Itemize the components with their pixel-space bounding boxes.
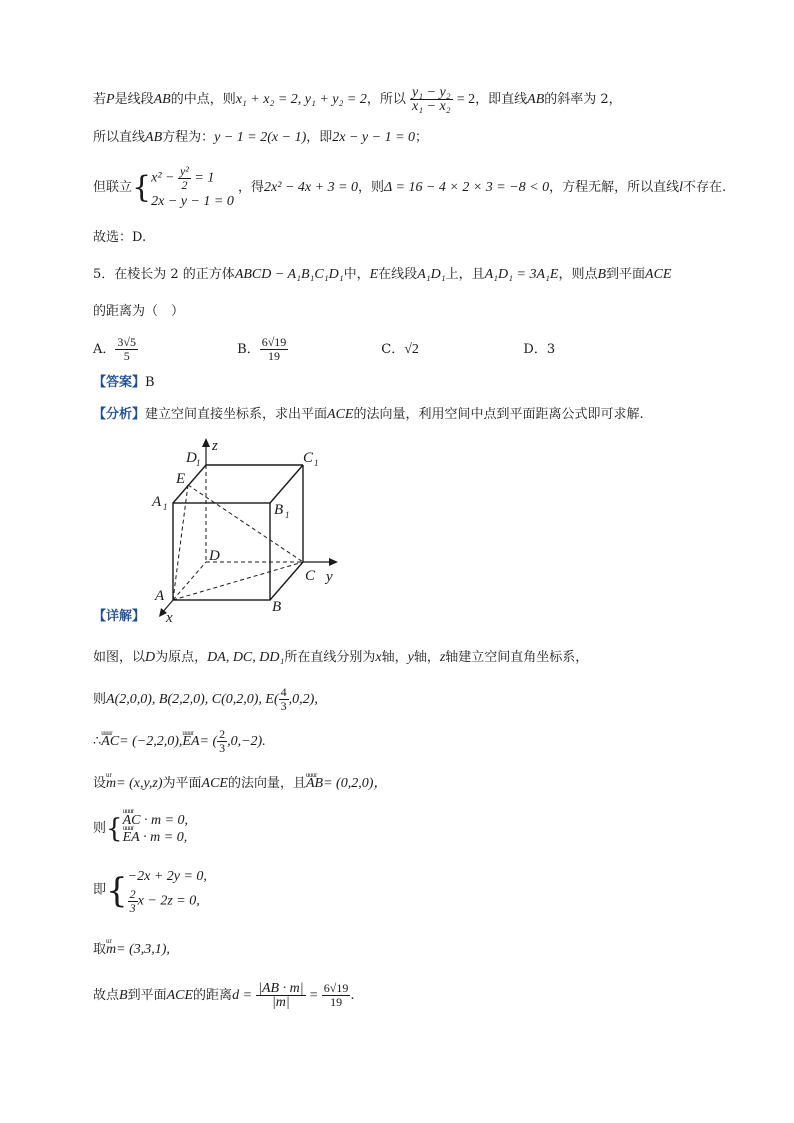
detail-line-3: ∴uuur AC= (−2,2,0),uuur EA= ( $\frac{2}{3}$ ,0,−2). — [93, 728, 266, 755]
svg-text:1: 1 — [285, 510, 290, 520]
detail-line-5: 则{ uuur AC · m = 0, uuur EA · m = 0, — [93, 812, 188, 846]
label-e: E — [176, 471, 186, 487]
question-5: 5．在棱长为 2 的正方体ABCD − A₁B₁C₁D₁中，E在线段A₁D₁上，且A₁D₁ = 3A₁E，则点B到平面ACE — [93, 267, 672, 282]
label-y: y — [326, 569, 333, 585]
question-5-cont: 的距离为（ ） — [93, 304, 185, 319]
label-a: A — [155, 588, 165, 604]
slope-fraction: $\frac{\text{y₁ − y₂}}{\text{x₁ − x₂}}$ — [412, 85, 451, 114]
text-line-4: 故选：D. — [93, 230, 147, 245]
detail-line-6: 即{ −2x + 2y = 0, $\frac{2}{3}$ x − 2z = 0, — [93, 869, 207, 915]
option-b: B． $\frac{6√19}{19}$ — [237, 335, 287, 363]
label-d1: D — [186, 450, 197, 466]
detail-line-7: 取ur m= (3,3,1), — [93, 940, 170, 960]
cube-figure — [148, 438, 348, 628]
detail-line-4: 设ur m= (x,y,z)为平面ACE的法向量，且uuur AB= (0,2,0)， — [93, 774, 387, 794]
text-line-3: 但联立{ x² − $\frac{\text{y²}}{2}$ = 1 2x − y − 1 = 0 ，得2x² − 4x + 3 = 0，则Δ = 16 − 4 × 2 × 3 = −8 < 0，方程无解，所以直线l不存在. — [93, 164, 727, 209]
label-c: C — [305, 568, 316, 584]
text-line-2: 所以直线AB方程为：y − 1 = 2(x − 1)，即2x − y − 1 = 0； — [93, 130, 429, 145]
label-c1: C — [303, 450, 314, 466]
svg-text:1: 1 — [196, 458, 201, 468]
option-a: A． $\frac{3√5}{5}$ — [93, 335, 136, 363]
detail-tag: 【详解】 — [93, 609, 146, 624]
text-line-1: 若P是线段AB的中点，则x₁ + x₂ = 2, y₁ + y₂ = 2，所以 $\frac{\text{y₁ − y₂}}{\text{x₁ − x₂}}$ = 2，即直线AB的斜率为 2， — [93, 85, 622, 114]
analysis: 【分析】建立空间直接坐标系，求出平面ACE的法向量，利用空间中点到平面距离公式即可求解. — [93, 407, 644, 422]
svg-text:1: 1 — [314, 458, 319, 468]
label-d: D — [209, 548, 220, 564]
detail-line-1: 如图，以D为原点，DA, DC, DD₁所在直线分别为x轴，y轴，z轴建立空间直角坐标系， — [93, 650, 589, 665]
label-x: x — [166, 610, 173, 626]
option-c: C．√2 — [381, 342, 419, 357]
label-z: z — [212, 438, 218, 454]
label-a1: A — [152, 494, 162, 510]
option-d: D．3 — [523, 342, 556, 357]
label-b: B — [272, 599, 282, 615]
detail-line-2: 则A(2,0,0), B(2,2,0), C(0,2,0), E( $\frac{4}{3}$ ,0,2), — [93, 685, 318, 713]
options — [93, 336, 555, 363]
detail-line-8: 故点B到平面ACE的距离d = $\frac{|AB \cdot m|}{|m|}$ = $\frac{6√19}{19}$ . — [93, 981, 355, 1010]
svg-text:1: 1 — [163, 502, 168, 512]
answer: 【答案】B — [93, 375, 155, 390]
label-b1: B — [274, 502, 284, 518]
